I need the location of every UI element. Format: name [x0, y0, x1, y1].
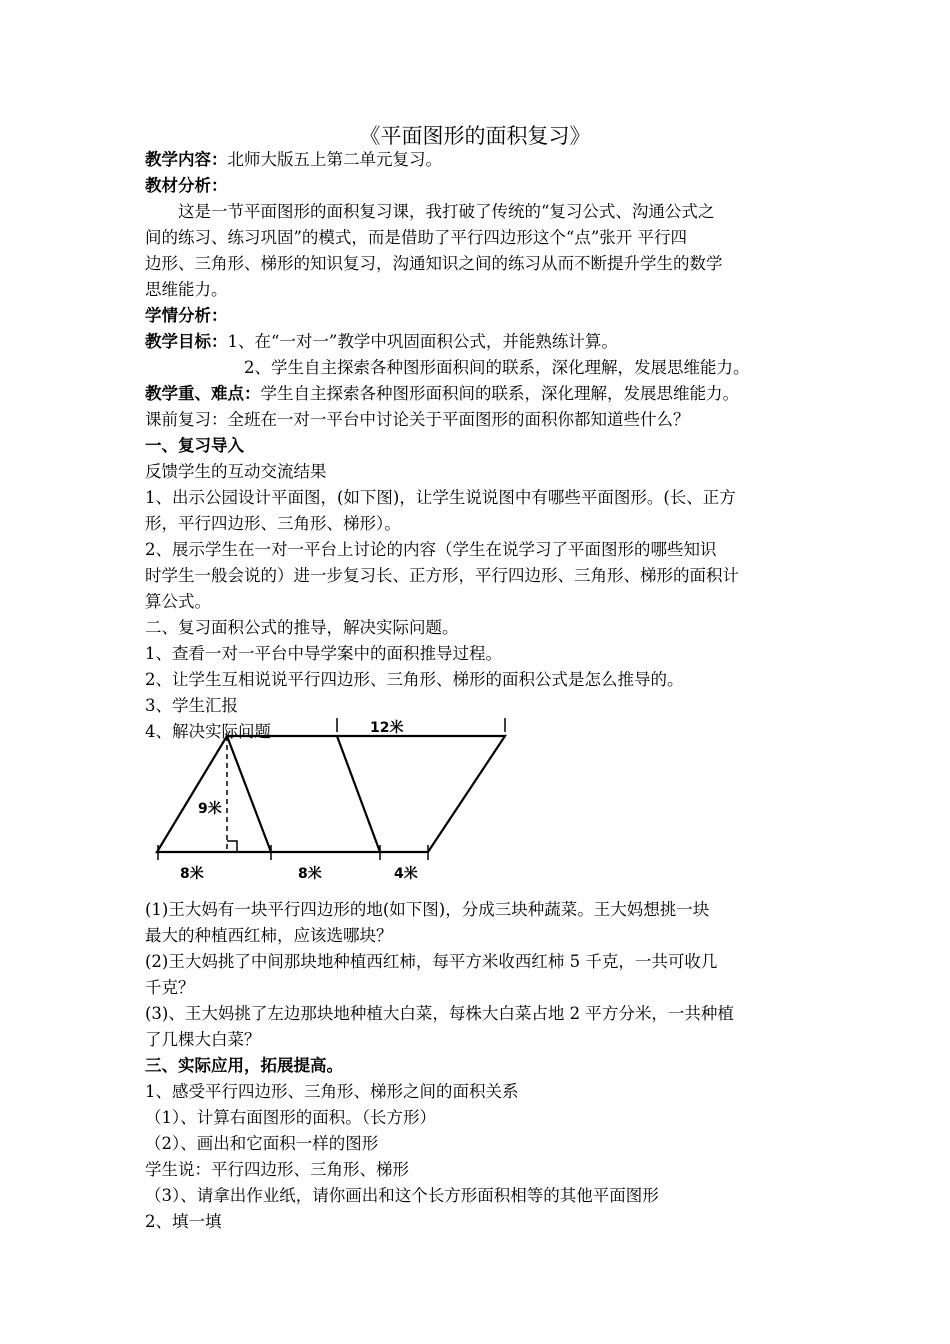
section-2-title: 二、复习面积公式的推导，解决实际问题。 [145, 618, 459, 637]
section-3-line: （3）、请拿出作业纸，请你画出和这个长方形面积相等的其他平面图形 [145, 1186, 659, 1205]
question-2-line: 千克？ [145, 978, 195, 997]
material-paragraph-line: 间的练习、练习巩固”的模式，而是借助了平行四边形这个“点”张开 平行四 [145, 228, 688, 247]
section-3-line: （1）、计算右面图形的面积。（长方形） [145, 1108, 436, 1127]
pre-review-line: 课前复习：全班在一对一平台中讨论关于平面图形的面积你都知道些什么？ [145, 410, 690, 429]
page-title: 《平面图形的面积复习》 [359, 124, 591, 148]
material-paragraph-line: 思维能力。 [145, 280, 228, 299]
section-2-line: 1、查看一对一平台中导学案中的面积推导过程。 [145, 644, 502, 663]
teaching-goal-2: 2、学生自主探索各种图形面积间的联系，深化理解，发展思维能力。 [244, 358, 750, 377]
section-2-line: 3、学生汇报 [145, 696, 238, 715]
section-1-line: 形，平行四边形、三角形、梯形）。 [145, 514, 401, 533]
section-3-line: 学生说：平行四边形、三角形、梯形 [145, 1160, 409, 1179]
left-divider-line [227, 736, 271, 852]
right-divider-line [337, 736, 380, 852]
teaching-goals-line [145, 329, 815, 355]
question-1-line: 最大的种植西红柿，应该选哪块？ [145, 926, 393, 945]
teaching-goals-label: 教学目标： [145, 332, 228, 351]
section-2-line: 2、让学生互相说说平行四边形、三角形、梯形的面积公式是怎么推导的。 [145, 670, 684, 689]
right-angle-mark [227, 841, 237, 852]
teaching-content-label: 教学内容： [145, 150, 228, 169]
teaching-content-text: 北师大版五上第二单元复习。 [227, 150, 442, 169]
teaching-goal-1: 1、在“一对一”教学中巩固面积公式，并能熟练计算。 [227, 332, 618, 351]
label-height: 9米 [198, 801, 222, 817]
key-points-text: 学生自主探索各种图形面积间的联系，深化理解，发展思维能力。 [260, 384, 739, 403]
section-1-line: 反馈学生的互动交流结果 [145, 462, 327, 481]
section-1-line: 2、展示学生在一对一平台上讨论的内容（学生在说学习了平面图形的哪些知识 [145, 540, 717, 559]
section-1-line: 时学生一般会说的）进一步复习长、正方形，平行四边形、三角形、梯形的面积计 [145, 566, 739, 585]
material-analysis-label: 教材分析： [145, 176, 228, 195]
label-top-length: 12米 [370, 720, 404, 736]
material-paragraph-line: 这是一节平面图形的面积复习课，我打破了传统的“复习公式、沟通公式之 [178, 202, 715, 221]
material-paragraph-line: 边形、三角形、梯形的知识复习，沟通知识之间的练习从而不断提升学生的数学 [145, 254, 723, 273]
section-2-line: 4、解决实际问题 [145, 722, 271, 741]
key-points-label: 教学重、难点： [145, 384, 261, 403]
section-3-line: 1、感受平行四边形、三角形、梯形之间的面积关系 [145, 1082, 519, 1101]
section-3-title: 三、实际应用，拓展提高。 [145, 1056, 343, 1075]
question-2-line: (2)王大妈挑了中间那块地种植西红柿，每平方米收西红柿 5 千克，一共可收几 [145, 952, 718, 971]
parallelogram-outline [157, 736, 505, 852]
parallelogram-land-diagram [140, 712, 520, 887]
key-points-line [145, 381, 815, 407]
section-3-line: （2）、画出和它面积一样的图形 [145, 1134, 379, 1153]
student-analysis-label: 学情分析： [145, 306, 228, 325]
label-base-right: 4米 [394, 866, 418, 882]
section-1-line: 算公式。 [145, 592, 211, 611]
section-3-line: 2、填一填 [145, 1212, 222, 1231]
question-1-line: (1)王大妈有一块平行四边形的地(如下图)，分成三块种蔬菜。王大妈想挑一块 [145, 900, 710, 919]
question-3-line: (3)、王大妈挑了左边那块地种植大白菜，每株大白菜占地 2 平方分米，一共种植 [145, 1004, 734, 1023]
label-base-middle: 8米 [298, 866, 322, 882]
teaching-content-line [145, 147, 815, 173]
section-1-line: 1、出示公园设计平面图，(如下图)，让学生说说图中有哪些平面图形。(长、正方 [145, 488, 736, 507]
label-base-left: 8米 [180, 866, 204, 882]
question-3-line: 了几棵大白菜？ [145, 1030, 261, 1049]
section-1-title: 一、复习导入 [145, 436, 244, 455]
